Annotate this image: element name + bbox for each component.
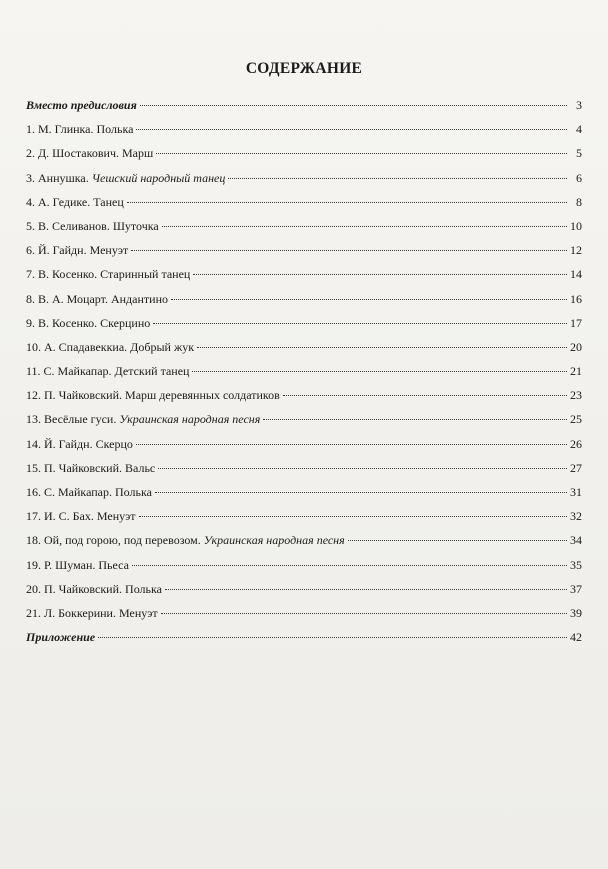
- toc-entry-page-number: 37: [570, 581, 582, 596]
- toc-entry-title: [26, 558, 129, 573]
- toc-entry: [26, 364, 582, 388]
- toc-entry-title-main: 14. Й. Гайдн. Скерцо: [26, 436, 133, 451]
- toc-entry-page-number: 31: [570, 485, 582, 499]
- dot-leader: [283, 395, 567, 396]
- toc-entry: [26, 558, 582, 582]
- toc-entry-title-main: 9. В. Косенко. Скерцино: [26, 315, 151, 330]
- toc-entry: [26, 219, 582, 243]
- toc-entry: [26, 388, 582, 412]
- toc-entry-title-main: 18. Ой, под горою, под перевозом.: [26, 533, 204, 548]
- toc-entry: [26, 606, 582, 630]
- dot-leader: [162, 226, 567, 227]
- toc-entry-title: [26, 243, 128, 258]
- dot-leader: [171, 299, 567, 300]
- toc-entry-title-main: 19. Р. Шуман. Пьеса: [26, 557, 129, 572]
- toc-entry-title: [26, 98, 137, 113]
- toc-entry-title-main: 6. Й. Гайдн. Менуэт: [26, 243, 129, 258]
- toc-entry-page-number: 12: [570, 243, 582, 258]
- toc-entry-page-number: 4: [576, 122, 582, 137]
- toc-entry-title-main: 10. А. Спадавеккиа. Добрый жук: [26, 339, 195, 354]
- toc-entry: [26, 292, 582, 316]
- toc-entry-page-number: 17: [570, 315, 582, 330]
- toc-entry-page-number: 26: [570, 436, 582, 451]
- toc-entry: [26, 340, 582, 364]
- toc-entry-title: [26, 461, 155, 476]
- toc-entry-title-main: 8. В. А. Моцарт. Андантино: [26, 291, 169, 306]
- toc-entry-title-main: 3. Аннушка.: [26, 170, 92, 185]
- toc-entry-subtitle: Чешский народный танец: [91, 170, 226, 185]
- dot-leader: [153, 323, 567, 324]
- dot-leader: [228, 178, 567, 179]
- toc-entry-title-main: 12. П. Чайковский. Марш деревянных солдатиков: [26, 388, 280, 403]
- toc-entry: [26, 630, 582, 654]
- toc-entry-page-number: 16: [570, 291, 582, 306]
- toc-entry-title-main: Приложение: [26, 630, 96, 645]
- toc-entry-title: [26, 292, 168, 307]
- toc-entry-title: [26, 412, 260, 427]
- toc-entry-page-number: 32: [570, 509, 582, 524]
- toc-entry: [26, 461, 582, 485]
- toc-entry: [26, 98, 582, 122]
- dot-leader: [165, 589, 567, 590]
- toc-entry-page-number: 21: [570, 364, 582, 379]
- toc-entry-page-number: 25: [570, 412, 582, 427]
- toc-entry-title: [26, 582, 162, 597]
- dot-leader: [98, 637, 567, 638]
- toc-entry-page-number: 5: [576, 146, 582, 161]
- toc-entry-page-number: 39: [570, 605, 582, 620]
- toc-entry: [26, 146, 582, 170]
- dot-leader: [140, 105, 567, 106]
- dot-leader: [127, 202, 567, 203]
- toc-entry-page-number: 6: [576, 170, 582, 185]
- toc-entry: [26, 122, 582, 146]
- dot-leader: [156, 153, 567, 154]
- toc-entry-title: [26, 437, 133, 452]
- toc-entry-title: [26, 630, 95, 645]
- toc-entry-title: [26, 364, 189, 379]
- toc-entry: [26, 485, 582, 509]
- toc-entry-title: [26, 485, 152, 500]
- bleed-through-watermark: [40, 690, 200, 730]
- toc-entry-page-number: 35: [570, 557, 582, 572]
- toc-entry-title: [26, 388, 280, 403]
- toc-entry-title-main: 21. Л. Боккерини. Менуэт: [26, 605, 158, 620]
- dot-leader: [192, 371, 567, 372]
- toc-entry-title: [26, 195, 124, 210]
- toc-entry: [26, 171, 582, 195]
- toc-entry: [26, 412, 582, 436]
- toc-entry-title-main: 4. А. Гедике. Танец: [26, 194, 124, 209]
- toc-entry-title: [26, 267, 190, 282]
- toc-entry: [26, 533, 582, 557]
- dot-leader: [197, 347, 567, 348]
- toc-entry: [26, 195, 582, 219]
- toc-entry-page-number: 14: [570, 267, 582, 282]
- dot-leader: [348, 540, 567, 541]
- toc-entry: [26, 437, 582, 461]
- dot-leader: [139, 516, 567, 517]
- toc-entry: [26, 267, 582, 291]
- toc-entry-title: [26, 219, 159, 234]
- toc-entry-title-main: 5. В. Селиванов. Шуточка: [26, 218, 159, 233]
- toc-entry-title: [26, 533, 345, 548]
- page-title: СОДЕРЖАНИЕ: [245, 60, 363, 77]
- toc-entry-title: [26, 509, 136, 524]
- toc-entry-title: [26, 146, 153, 161]
- toc-entry-subtitle: Украинская народная песня: [119, 412, 261, 427]
- toc-entry-title: [26, 606, 158, 621]
- dot-leader: [161, 613, 567, 614]
- dot-leader: [155, 492, 567, 493]
- toc-entry-title-main: 2. Д. Шостакович. Марш: [26, 146, 154, 161]
- toc-entry-page-number: 27: [570, 460, 582, 475]
- toc-entry-subtitle: Украинская народная песня: [203, 533, 345, 548]
- toc-entry-page-number: 42: [570, 630, 582, 645]
- toc-entry-title-main: 11. С. Майкапар. Детский танец: [26, 364, 190, 379]
- toc-entry-title: [26, 316, 150, 331]
- toc-entry-page-number: 20: [570, 339, 582, 354]
- toc-entry-page-number: 23: [570, 388, 582, 403]
- toc-entry-page-number: 3: [576, 98, 582, 112]
- toc-entry: [26, 316, 582, 340]
- table-of-contents: [26, 98, 582, 654]
- toc-entry-title-main: 1. М. Глинка. Полька: [26, 122, 134, 137]
- dot-leader: [132, 565, 567, 566]
- dot-leader: [136, 444, 567, 445]
- toc-entry-title-main: 7. В. Косенко. Старинный танец: [26, 267, 191, 282]
- toc-entry-title-main: 13. Весёлые гуси.: [26, 412, 120, 427]
- toc-entry: [26, 509, 582, 533]
- dot-leader: [131, 250, 567, 251]
- dot-leader: [193, 274, 567, 275]
- toc-entry-title-main: 20. П. Чайковский. Полька: [26, 581, 162, 596]
- dot-leader: [136, 129, 567, 130]
- dot-leader: [158, 468, 567, 469]
- toc-entry-title-main: Вместо предисловия: [26, 98, 137, 112]
- dot-leader: [263, 419, 567, 420]
- toc-entry: [26, 582, 582, 606]
- toc-entry-title-main: 15. П. Чайковский. Вальс: [26, 460, 156, 475]
- toc-entry-page-number: 10: [570, 218, 582, 233]
- toc-entry-title: [26, 122, 133, 137]
- toc-entry-title: [26, 171, 225, 186]
- toc-entry-page-number: 8: [576, 194, 582, 209]
- toc-entry: [26, 243, 582, 267]
- toc-entry-title: [26, 340, 194, 355]
- toc-entry-title-main: 17. И. С. Бах. Менуэт: [26, 509, 136, 524]
- toc-entry-title-main: 16. С. Майкапар. Полька: [26, 485, 152, 499]
- toc-entry-page-number: 34: [570, 533, 582, 548]
